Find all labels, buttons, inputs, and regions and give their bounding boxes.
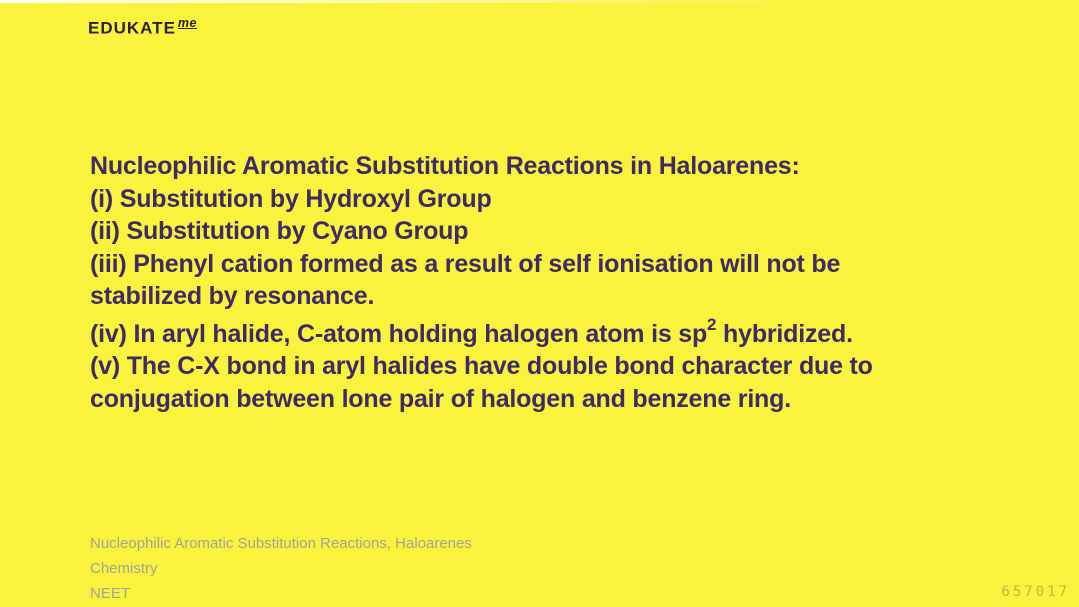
footer-subject: Chemistry [90, 560, 158, 577]
slide-footer [90, 531, 472, 606]
body-title-line: Nucleophilic Aromatic Substitution Reactions in Haloarenes: [90, 152, 800, 180]
body-line-iv [90, 315, 1050, 351]
watermark-id: 657017 [1001, 584, 1070, 600]
window-top-edge [0, 0, 1079, 3]
logo-superscript: me [177, 16, 197, 30]
body-line-v-wrap: conjugation between lone pair of halogen and benzene ring. [90, 384, 791, 413]
footer-topic: Nucleophilic Aromatic Substitution Reactions, Haloarenes [90, 535, 472, 552]
body-line-iv-pre: (iv) In aryl halide, C-atom holding halogen atom is sp [90, 319, 708, 348]
body-line-i: (i) Substitution by Hydroxyl Group [90, 184, 492, 213]
body-line-iii-wrap: stabilized by resonance. [90, 282, 375, 310]
logo-wordmark: EDUKATE [88, 18, 176, 38]
body-line-iv-post: hybridized. [716, 319, 853, 348]
footer-exam: NEET [90, 585, 131, 602]
body-line-v: (v) The C-X bond in aryl halides have double bond character due to [90, 352, 873, 380]
body-line-iii: (iii) Phenyl cation formed as a result of self ionisation will not be [90, 249, 841, 278]
body-line-ii: (ii) Substitution by Cyano Group [90, 217, 469, 245]
slide-body [90, 150, 1050, 415]
superscript-2: 2 [707, 315, 717, 335]
edukate-logo [88, 16, 197, 38]
